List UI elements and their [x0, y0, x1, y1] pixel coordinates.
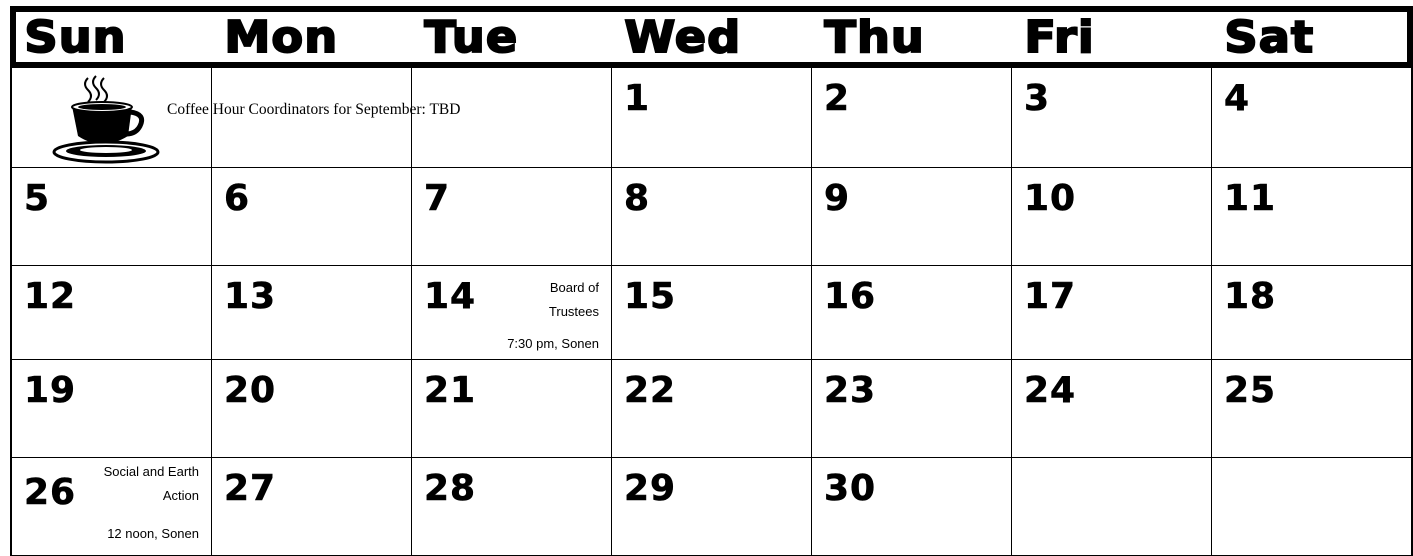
day-number: 13 — [224, 276, 277, 317]
event-title-line: Trustees — [548, 304, 599, 319]
day-number: 12 — [24, 276, 77, 317]
day-number: 9 — [824, 178, 851, 219]
event-title-line: Board of — [549, 280, 599, 295]
day-number: 21 — [424, 370, 477, 411]
day-cell — [1212, 360, 1411, 458]
calendar — [10, 0, 1413, 556]
day-cell — [12, 360, 212, 458]
day-number: 22 — [624, 370, 677, 411]
day-cell — [212, 360, 412, 458]
day-cell — [412, 168, 612, 266]
day-number: 7 — [424, 178, 451, 219]
day-cell — [812, 168, 1012, 266]
day-cell — [612, 68, 812, 168]
day-number: 29 — [624, 468, 677, 509]
day-number: 4 — [1224, 78, 1251, 119]
event-title-line: Social and Earth — [103, 464, 199, 479]
day-cell — [412, 266, 612, 360]
day-cell — [1212, 68, 1411, 168]
weekday-tue: Tue — [424, 12, 519, 63]
day-number: 16 — [824, 276, 877, 317]
day-number: 26 — [24, 472, 77, 513]
day-cell — [412, 360, 612, 458]
day-cell — [12, 68, 461, 168]
day-cell — [1212, 266, 1411, 360]
day-cell — [12, 458, 212, 556]
day-cell — [612, 266, 812, 360]
weekday-wed: Wed — [624, 12, 742, 63]
day-number: 8 — [624, 178, 651, 219]
coffee-cup-icon — [48, 72, 160, 164]
day-cell — [212, 68, 412, 168]
day-number: 3 — [1024, 78, 1051, 119]
day-number: 28 — [424, 468, 477, 509]
day-cell — [1012, 458, 1212, 556]
day-number: 6 — [224, 178, 251, 219]
day-number: 10 — [1024, 178, 1077, 219]
weekday-fri: Fri — [1024, 12, 1095, 63]
day-cell — [212, 458, 412, 556]
day-number: 15 — [624, 276, 677, 317]
day-number: 27 — [224, 468, 277, 509]
weekday-mon: Mon — [224, 12, 339, 63]
day-number: 1 — [624, 78, 651, 119]
day-cell — [1012, 360, 1212, 458]
event-title-line: Action — [162, 488, 199, 503]
day-cell — [612, 458, 812, 556]
coffee-hour-note: Coffee Hour Coordinators for September: TBD — [167, 101, 461, 118]
weekday-thu: Thu — [824, 12, 925, 63]
day-cell — [612, 168, 812, 266]
event-social-and-earth-action — [104, 460, 199, 508]
day-cell — [1212, 458, 1411, 556]
day-number: 23 — [824, 370, 877, 411]
day-cell — [812, 360, 1012, 458]
day-number: 30 — [824, 468, 877, 509]
day-number: 19 — [24, 370, 77, 411]
day-cell — [812, 266, 1012, 360]
day-number: 5 — [24, 178, 51, 219]
day-number: 24 — [1024, 370, 1077, 411]
calendar-grid — [10, 68, 1413, 556]
day-number: 2 — [824, 78, 851, 119]
event-time: 12 noon, Sonen — [107, 526, 199, 541]
day-number: 14 — [424, 276, 477, 317]
day-number: 20 — [224, 370, 277, 411]
weekday-sun: Sun — [24, 12, 127, 63]
event-time: 7:30 pm, Sonen — [507, 336, 599, 351]
day-cell — [1212, 168, 1411, 266]
day-cell — [812, 68, 1012, 168]
event-board-of-trustees — [549, 276, 599, 324]
day-cell — [1012, 168, 1212, 266]
day-number: 11 — [1224, 178, 1277, 219]
day-cell — [412, 68, 612, 168]
day-cell — [212, 168, 412, 266]
day-cell — [1012, 266, 1212, 360]
day-cell — [812, 458, 1012, 556]
day-cell — [12, 168, 212, 266]
day-number: 25 — [1224, 370, 1277, 411]
weekday-sat: Sat — [1224, 12, 1315, 63]
day-number: 18 — [1224, 276, 1277, 317]
day-cell — [1012, 68, 1212, 168]
day-cell — [12, 266, 212, 360]
day-cell — [212, 266, 412, 360]
day-cell — [612, 360, 812, 458]
day-cell — [412, 458, 612, 556]
day-number: 17 — [1024, 276, 1077, 317]
weekday-header — [10, 6, 1413, 68]
